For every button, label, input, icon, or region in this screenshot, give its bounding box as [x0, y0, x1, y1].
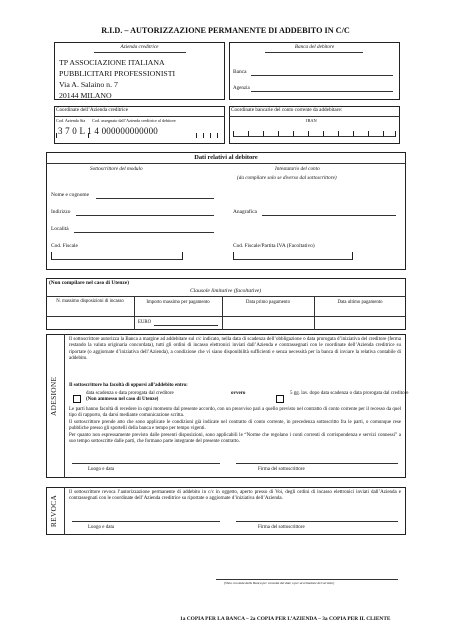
fiscal-vat-label: Cod. Fiscale/Partita IVA (Facoltativo)	[233, 243, 315, 249]
creditor-line-4: 20144 MILANO	[59, 91, 112, 100]
locality-input-line[interactable]	[74, 232, 214, 233]
bank-coords-sep	[229, 116, 400, 117]
creditor-code-value: 3 7 0 L 1 4 000000000000	[58, 126, 158, 136]
revoca-place-date-label: Luogo e data	[88, 525, 115, 530]
bank-label: Banca	[233, 69, 247, 75]
max-dispositions-header: N. massimo disposizioni di incasso	[56, 299, 124, 304]
code-tick	[56, 133, 57, 138]
adesione-signature-label: Firma del sottoscrittore	[258, 467, 305, 472]
first-payment-header: Data primo pagamento	[246, 300, 290, 305]
adesione-paragraph-4: Per quanto non espressamente previsto dalle presenti disposizioni, sono applicabili le “Norme che regolano i conti correnti di corrispondenza e servizi connessi” a suo tempo sottoscritte dalle parti, che formano parte integrante del presente contratto.	[69, 433, 401, 445]
code-tick	[210, 133, 211, 138]
revoca-signature-line[interactable]	[236, 521, 398, 522]
address-input-line[interactable]	[76, 215, 214, 216]
debtor-bank-header: Banca del debitore	[294, 44, 335, 50]
footer-copies: 1a COPIA PER LA BANCA – 2a COPIA PER L’AZIENDA – 3a COPIA PER IL CLIENTE	[180, 616, 391, 622]
adesione-paragraph-2: Le parti hanno facoltà di recedere in ogni momento dal presente accordo, con un preavviso pari a quello previsto nel contratto di conto corrente per il recesso da quel tipo di rapporto, da darsi mediante comunicazione scritta.	[69, 407, 401, 419]
page-title: R.I.D. – AUTORIZZAZIONE PERMANENTE DI ADDEBITO IN C/C	[101, 26, 350, 35]
limits-sep	[46, 296, 406, 297]
cod-azienda-sia-label: Cod. Azienda Sia	[56, 118, 86, 123]
agency-input-line[interactable]	[251, 91, 393, 92]
creditor-line-3: Via A. Salaino n. 7	[59, 80, 118, 89]
adesione-opposition-note: Il sottoscrittore ha facoltà di opporsi all’addebito entro:	[69, 383, 188, 388]
debtor-title-sep	[46, 163, 406, 164]
fiscal-code-label: Cod. Fiscale	[51, 243, 78, 249]
account-holder-note: (da compilare solo se diverso dal sottoscrittore)	[237, 175, 337, 181]
bank-input-line[interactable]	[251, 75, 393, 76]
revoca-label-sep	[64, 487, 65, 535]
debtor-bank-header-underline	[265, 52, 363, 53]
registry-input-line[interactable]	[262, 215, 396, 216]
revoca-place-date-line[interactable]	[72, 521, 220, 522]
bank-coords-header: Coordinate bancarie del conto corrente da addebitare:	[231, 107, 343, 113]
creditor-header: Azienda creditrice	[120, 44, 159, 50]
cod-assegnato-label: Cod. assegnato dall’Azienda creditrice al debitore	[92, 118, 176, 123]
fiscal-vat-input-line[interactable]	[233, 259, 352, 260]
code-tick	[217, 133, 218, 138]
no-fill-note: (Non compilare nel caso di Utenze)	[49, 280, 129, 286]
max-amount-header: Importo massimo per pagamento	[146, 300, 210, 305]
creditor-coords-header: Coordinate dell’Azienda creditrice	[56, 107, 129, 113]
bank-stamp-line[interactable]	[216, 579, 398, 580]
creditor-coords-sep	[54, 116, 225, 117]
revoca-label: REVOCA	[49, 494, 58, 528]
agency-label: Agenzia	[233, 86, 250, 91]
code-tick	[203, 133, 204, 138]
fiscal-code-input-line[interactable]	[51, 259, 182, 260]
creditor-line-2: PUBBLICITARI PROFESSIONISTI	[59, 69, 176, 78]
adesione-signature-line[interactable]	[236, 463, 398, 464]
adesione-place-date-label: Luogo e data	[88, 467, 115, 472]
name-input-line[interactable]	[96, 198, 214, 199]
code-tick	[88, 133, 89, 138]
revoca-text: Il sottoscrittore revoca l’autorizzazione permanente di addebito in c/c in oggetto, aperto presso di Voi, degli ordini di incasso elettronici inviati dall’Azienda e contrassegnati con le coordinate dell’Azienda creditrice su riportate o aggiornate d’iniziativa dell’Azienda.	[69, 490, 401, 502]
name-label: Nome e cognome	[51, 192, 90, 198]
euro-label: EURO	[138, 320, 152, 325]
bank-stamp-note: (Visto con data della Banca per consulta del date o per accettazione del servizio)	[224, 581, 335, 585]
locality-label: Località	[51, 226, 69, 232]
option-1-label: data scadenza o data prorogata dal creditore	[86, 391, 174, 396]
option-2-label: 5 gg. lav. dopo data scadenza o data prorogata dal creditore	[290, 391, 409, 396]
registry-label: Anagrafica	[233, 209, 257, 215]
limits-title: Clausole limitative (facoltative)	[190, 288, 262, 294]
iban-input-line[interactable]	[233, 136, 395, 137]
address-label: Indirizzo	[51, 209, 71, 215]
adesione-label: ADESIONE	[49, 376, 58, 416]
code-tick	[196, 133, 197, 138]
creditor-header-underline	[94, 52, 186, 53]
debtor-section-title: Dati relativi al debitore	[194, 154, 258, 161]
option-1-checkbox[interactable]	[73, 395, 81, 403]
adesione-paragraph-1: Il sottoscrittore autorizza la Banca a margine ad addebitare sul c/c indicato, nella data di scadenza dell’obbligazione o data prorogata d’iniziativa del creditore (ferma restando la valuta originaria concordata), tutti gli ordini di incasso elettronici inviati dall’Azienda e contrassegnati con le coordinate dell’Azienda creditrice su riportate (o aggiornate d’iniziativa dell’Azienda), a condizione che vi siano disponibilità sufficienti e senza necessità per la banca di inviare la relativa contabile di addebito.	[69, 337, 401, 362]
euro-input-line[interactable]	[154, 325, 218, 326]
adesione-label-sep	[64, 334, 65, 478]
limits-row-sep	[46, 316, 406, 317]
adesione-paragraph-3: Il sottoscrittore prende atto che sono applicate le condizioni già indicate nel contratto di conto corrente, in precedenza sottoscritto fra le parti, o comunque rese pubbliche presso gli sportelli della banca e tempo per tempo vigenti.	[69, 420, 401, 432]
option-2-checkbox[interactable]	[276, 395, 284, 403]
account-holder-header: Intestatario del conto	[275, 166, 320, 172]
iban-label: IBAN	[306, 118, 317, 123]
creditor-line-1: TP ASSOCIAZIONE ITALIANA	[59, 58, 165, 67]
revoca-signature-label: Firma del sottoscrittore	[258, 525, 305, 530]
subscriber-header: Sottoscrittore del modulo	[90, 166, 143, 172]
adesione-place-date-line[interactable]	[72, 463, 220, 464]
oppure-label: ovvero	[231, 391, 246, 396]
last-payment-header: Data ultimo pagamento	[337, 300, 383, 305]
option-1-note: (Non ammesso nel caso di Utenze)	[86, 397, 159, 402]
